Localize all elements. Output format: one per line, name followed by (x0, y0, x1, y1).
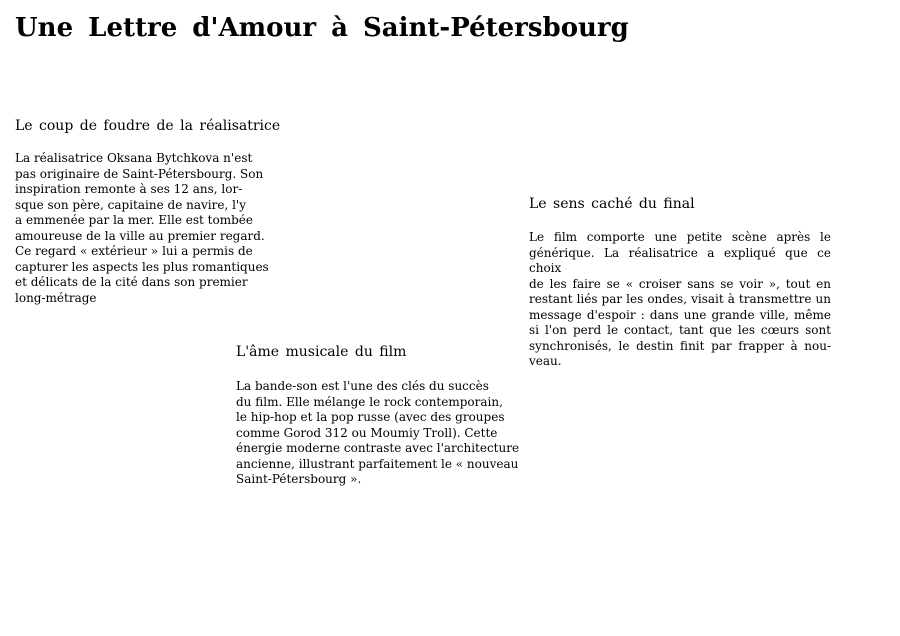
text-line: capturer les aspects les plus romantiques (15, 259, 269, 274)
section-hidden-meaning (529, 194, 831, 370)
text-line: message d'espoir : dans une grande ville, même (529, 307, 831, 322)
text-line: restant liés par les ondes, visait à transmettre un (529, 292, 831, 306)
text-line: La bande-son est l'une des clés du succès (236, 379, 489, 393)
text-line: a emmenée par la mer. Elle est tombée (15, 213, 253, 227)
text-line: synchronisés, le destin finit par frapper à nou- (529, 338, 831, 353)
section-heading: Le sens caché du final (529, 196, 695, 212)
section-heading: L'âme musicale du film (236, 344, 407, 360)
section-heading: Le coup de foudre de la réalisatrice (15, 118, 281, 134)
section-paragraph (15, 151, 269, 306)
text-line: long-métrage (15, 290, 97, 305)
text-line: Saint-Pétersbourg ». (236, 472, 362, 486)
text-line: ancienne, illustrant parfaitement le « nouveau (236, 456, 519, 471)
text-line: veau. (529, 354, 562, 368)
text-line: sque son père, capitaine de navire, l'y (15, 197, 246, 212)
text-line: du film. Elle mélange le rock contemporain, (236, 394, 503, 409)
section-director-inspiration (15, 116, 281, 306)
section-paragraph (236, 379, 520, 488)
page-title: Une Lettre d'Amour à Saint-Pétersbourg (15, 13, 629, 43)
text-line: de les faire se « croiser sans se voir », tout en (529, 276, 831, 291)
text-line: pas originaire de Saint-Pétersbourg. Son (15, 166, 264, 181)
text-line: comme Gorod 312 ou Moumiy Troll). Cette (236, 425, 498, 440)
section-musical-soul (236, 342, 520, 488)
section-paragraph (529, 230, 831, 370)
text-line: énergie moderne contraste avec l'architecture (236, 441, 520, 455)
text-line: et délicats de la cité dans son premier (15, 275, 248, 289)
text-line: générique. La réalisatrice a expliqué que ce choix (529, 245, 831, 275)
text-line: le hip-hop et la pop russe (avec des groupes (236, 410, 505, 424)
text-line: inspiration remonte à ses 12 ans, lor- (15, 182, 243, 196)
text-line: La réalisatrice Oksana Bytchkova n'est (15, 151, 253, 165)
text-line: si l'on perd le contact, tant que les cœurs sont (529, 323, 831, 337)
text-line: Ce regard « extérieur » lui a permis de (15, 244, 253, 258)
text-line: Le film comporte une petite scène après le (529, 230, 831, 244)
text-line: amoureuse de la ville au premier regard. (15, 228, 265, 243)
